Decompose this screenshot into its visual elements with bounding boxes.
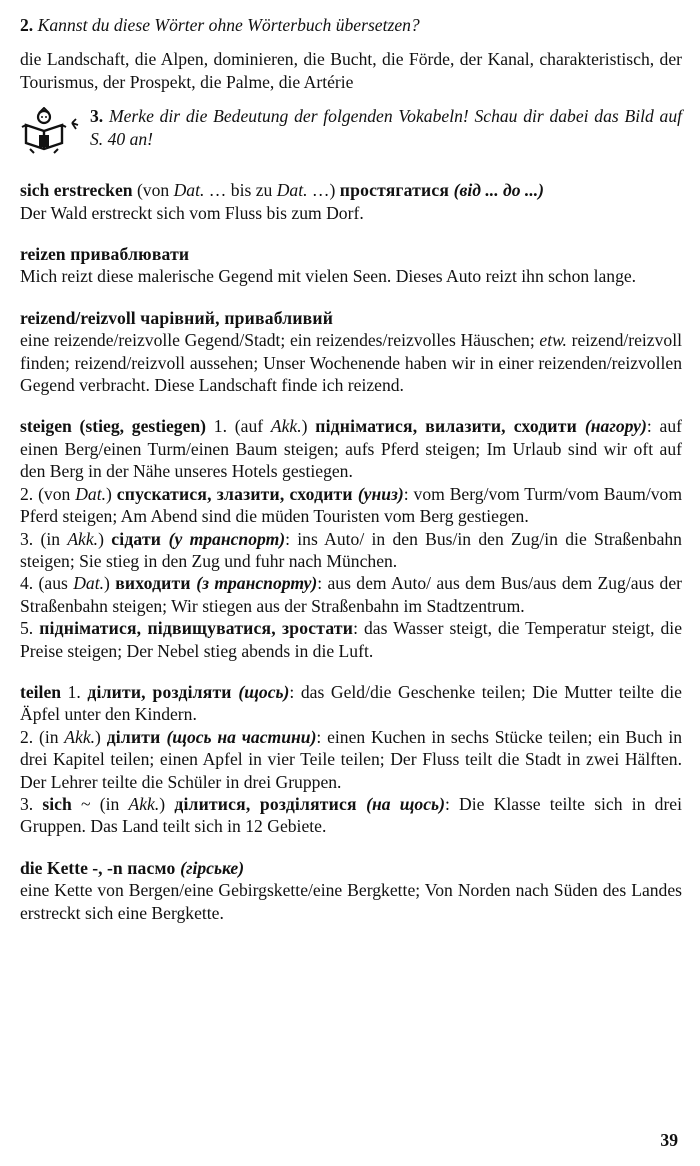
headword: steigen (stieg, gestiegen) — [20, 416, 207, 437]
sense-prefix: ) — [98, 528, 112, 549]
example-text: : Die Klasse teilte sich in drei Gruppen. Das Land teilt sich in 12 Gebiete. — [20, 793, 683, 837]
translation-note: (у транспорт) — [168, 528, 286, 549]
grammar-note: (von — [132, 180, 174, 201]
translation: спускатися, злазити, сходити — [116, 483, 358, 504]
translation: виходити — [115, 573, 197, 594]
translation-note: (нагору) — [584, 416, 647, 437]
steigen-sense-3 — [20, 528, 682, 573]
sense-prefix: ) — [159, 793, 175, 814]
example-text: : auf einen Berg/einen Turm/einen Baum steigen; aufs Pferd steigen; Im Urlaub sind wir oft auf den Berg in der Nähe unseres Hotels gestiegen. — [20, 416, 682, 482]
steigen-sense-1 — [20, 415, 682, 482]
steigen-sense-2 — [20, 483, 682, 528]
case-label: Dat. — [173, 180, 205, 201]
entry-die-kette — [20, 857, 682, 924]
example-text: Mich reizt diese malerische Gegend mit vielen Seen. Dieses Auto reizt ihn schon lange. — [20, 266, 637, 287]
exercise-3-instruction: Merke dir die Bedeutung der folgenden Vokabeln! Schau dir dabei das Bild auf S. 40 an! — [90, 106, 683, 149]
example-text: : einen Kuchen in sechs Stücke teilen; ein Buch in drei Kapitel teilen; einen Apfel in vier Teile teilen; Der Fluss teilt die Stadt in zwei Hälften. Der Lehrer teilte die Schüler in drei Gruppen. — [20, 726, 682, 792]
exercise-2-number: 2. — [20, 15, 34, 35]
translation: ділитися, розділятися — [174, 793, 367, 814]
case-label: Akk. — [270, 416, 302, 437]
exercise-2-word-list: die Landschaft, die Alpen, dominieren, die Bucht, die Förde, der Kanal, charakteristisch, der Tourismus, der Prospekt, die Palme, die Artérie — [20, 49, 682, 92]
entry-reizen — [20, 243, 682, 288]
entry-sich-erstrecken-head — [20, 179, 682, 201]
translation-note: (з транспорту) — [196, 573, 318, 594]
case-label: Akk. — [64, 726, 96, 747]
reading-person-icon — [20, 107, 84, 155]
translation: підніматися, підвищуватися, зростати — [39, 618, 354, 639]
example-text: : aus dem Auto/ aus dem Bus/aus dem Zug/aus der Straßenbahn steigen; Wir stiegen aus der Straßenbahn im Stadtzentrum. — [20, 573, 682, 616]
translation: ділити, розділяти — [87, 681, 239, 702]
headword: reizen — [20, 244, 66, 265]
example-text: Der Wald erstreckt sich vom Fluss bis zum Dorf. — [20, 202, 364, 223]
abbreviation: etw. — [539, 330, 567, 351]
case-label: Akk. — [67, 528, 99, 549]
sense-prefix: 2. (von — [20, 483, 76, 504]
teilen-sense-1 — [20, 681, 682, 726]
entry-steigen — [20, 415, 682, 661]
entry-die-kette-head — [20, 857, 682, 879]
textbook-page — [20, 14, 682, 943]
example-text: : das Geld/die Geschenke teilen; Die Mutter teilte die Äpfel unter den Kindern. — [20, 681, 682, 725]
translation-note: (на щось) — [366, 793, 445, 814]
translation: приваблювати — [65, 244, 190, 265]
translation: сідати — [111, 528, 169, 549]
headword: sich erstrecken — [20, 180, 133, 201]
sense-prefix: 1. — [61, 681, 88, 702]
headword: teilen — [20, 681, 62, 702]
translation: чарівний, привабливий — [135, 307, 334, 328]
translation-note: (щось) — [238, 681, 290, 702]
example-part: eine reizende/reizvolle Gegend/Stadt; ein reizendes/reizvolles Häuschen; — [20, 330, 540, 351]
entry-reizen-head — [20, 243, 682, 265]
exercise-3-text — [90, 105, 682, 150]
reflexive-pronoun: sich — [42, 793, 72, 814]
exercise-2-heading — [20, 14, 682, 36]
translation-note: (від ... до ...) — [453, 180, 544, 201]
translation: підніматися, вилазити, сходити — [315, 416, 585, 437]
translation: пасмо — [122, 857, 181, 878]
entry-reizend — [20, 307, 682, 397]
entry-teilen — [20, 681, 682, 838]
steigen-sense-4 — [20, 572, 682, 617]
example-text — [20, 329, 682, 396]
sense-prefix: 3. (in — [20, 528, 68, 549]
sense-prefix: ) — [104, 573, 116, 594]
translation-note: (щось на частини) — [166, 726, 317, 747]
teilen-sense-2 — [20, 726, 682, 793]
sense-prefix: ) — [106, 483, 117, 504]
translation: ділити — [106, 726, 167, 747]
grammar-note: … bis zu — [204, 180, 277, 201]
sense-prefix: 4. (aus — [20, 573, 74, 594]
translation: простягатися — [339, 180, 454, 201]
entry-reizend-head — [20, 307, 682, 329]
translation-note: (гірське) — [180, 857, 245, 878]
teilen-sense-3 — [20, 793, 682, 838]
example-text: eine Kette von Bergen/eine Gebirgskette/eine Bergkette; Von Norden nach Süden des Landes erstreckt sich eine Bergkette. — [20, 880, 682, 923]
example-text: : ins Auto/ in den Bus/in den Zug/in die Straßenbahn steigen; Sie stieg in den Zug und fuhr nach München. — [20, 528, 682, 571]
example-part: reizend/reizvoll finden; reizend/reizvoll aussehen; Unser Wochenende haben wir in einer reizenden/reizvollen Gegend verbracht. Diese Landschaft finde ich reizend. — [20, 330, 682, 396]
case-label: Dat. — [73, 573, 104, 594]
headword: die Kette -, -n — [20, 857, 123, 878]
sense-prefix: 3. — [20, 793, 43, 814]
case-label: Dat. — [75, 483, 106, 504]
case-label: Akk. — [128, 793, 160, 814]
sense-prefix: ) — [95, 726, 107, 747]
sense-prefix: ~ (in — [71, 793, 129, 814]
steigen-sense-5 — [20, 617, 682, 662]
sense-prefix: 2. (in — [20, 726, 65, 747]
sense-prefix: 5. — [20, 618, 40, 639]
page-number: 39 — [660, 1130, 678, 1150]
exercise-3-heading — [20, 105, 682, 155]
example-text: : das Wasser steigt, die Temperatur steigt, die Preise steigen; Der Nebel stieg abends in die Luft. — [20, 618, 682, 661]
exercise-3-number: 3. — [90, 106, 104, 127]
case-label: Dat. — [276, 180, 308, 201]
sense-prefix: ) — [301, 416, 316, 437]
entry-sich-erstrecken — [20, 179, 682, 224]
exercise-2-instruction: Kannst du diese Wörter ohne Wörterbuch übersetzen? — [37, 15, 420, 35]
headword: reizend/reizvoll — [20, 307, 136, 328]
grammar-note: …) — [307, 180, 340, 201]
translation-note: (униз) — [357, 483, 404, 504]
sense-prefix: 1. (auf — [206, 416, 271, 437]
example-text: : vom Berg/vom Turm/vom Baum/vom Pferd steigen; Am Abend sind die müden Touristen vom Berg gestiegen. — [20, 483, 683, 527]
